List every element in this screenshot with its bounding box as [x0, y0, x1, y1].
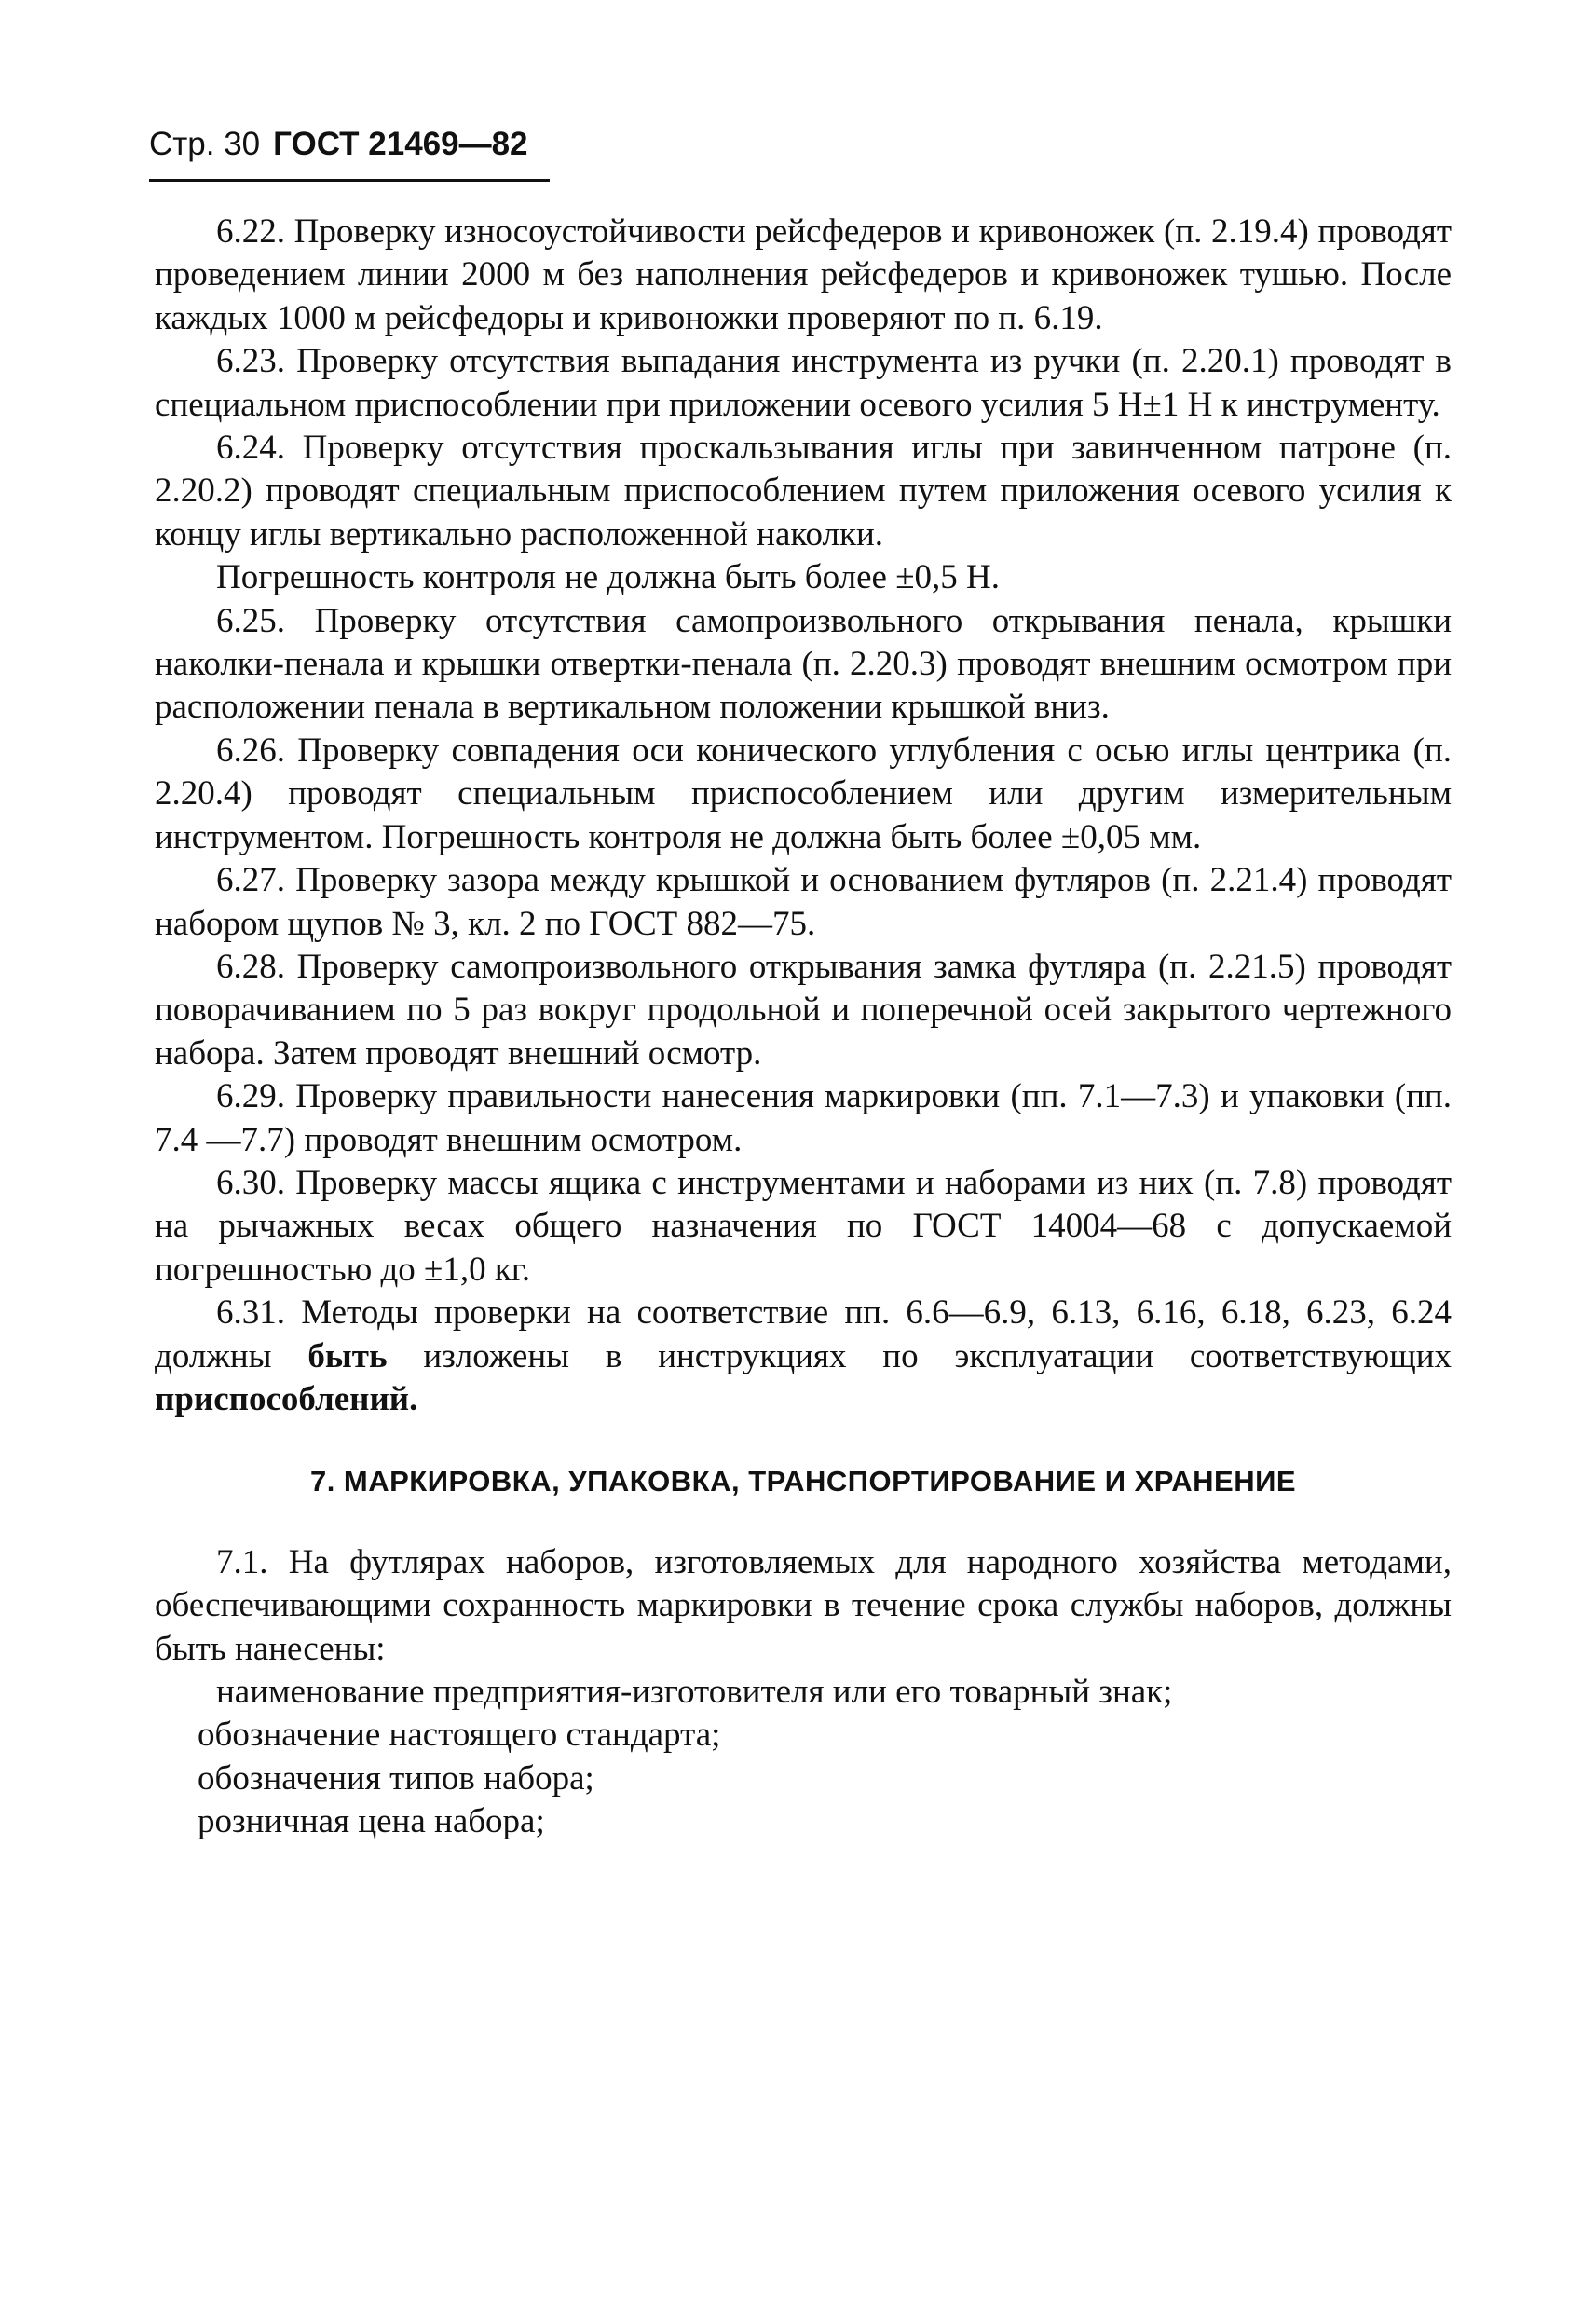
standard-designation: ГОСТ 21469—82 — [273, 126, 528, 162]
paragraph-6-31 — [155, 1292, 1452, 1421]
paragraph-6-24-tolerance: Погрешность контроля не должна быть более ±0,5 Н. — [216, 558, 1000, 597]
page-number: Стр. 30 — [149, 126, 261, 162]
paragraph-6-23: 6.23. Проверку отсутствия выпадания инструмента из ручки (п. 2.20.1) проводят в специальном приспособлении при приложении осевого усилия 5 Н±1 Н к инструменту. — [155, 342, 1452, 424]
document-body — [155, 211, 1452, 1844]
paragraph-6-25: 6.25. Проверку отсутствия самопроизвольного открывания пенала, крышки наколки-пенала и крышки отвертки-пенала (п. 2.20.3) проводят внешним осмотром при расположении пенала в вертикальном положении крышкой вниз. — [155, 601, 1452, 727]
paragraph-6-31-bold-a: быть — [307, 1336, 388, 1375]
list-item-standard: обозначение настоящего стандарта; — [198, 1716, 721, 1755]
paragraph-6-31-part-c: изложены в инструкциях по эксплуатации соответствующих — [387, 1336, 1452, 1375]
list-item-manufacturer: наименование предприятия-изготовителя или его товарный знак; — [216, 1673, 1173, 1711]
paragraph-6-30: 6.30. Проверку массы ящика с инструментами и наборами из них (п. 7.8) проводят на рычажных весах общего назначения по ГОСТ 14004—68 с допускаемой погрешностью до ±1,0 кг. — [155, 1163, 1452, 1289]
section-heading: 7. МАРКИРОВКА, УПАКОВКА, ТРАНСПОРТИРОВАНИЕ И ХРАНЕНИЕ — [309, 1465, 1297, 1498]
paragraph-6-29: 6.29. Проверку правильности нанесения маркировки (пп. 7.1—7.3) и упаковки (пп. 7.4 —7.7) проводят внешним осмотром. — [155, 1077, 1452, 1159]
paragraph-6-31-part-a: 6.31. Методы проверки на соответствие пп. 6.6—6.9, 6.13, 6.16, 6.18, 6.23, 6.24 должны — [155, 1293, 1452, 1375]
paragraph-6-22: 6.22. Проверку износоустойчивости рейсфедеров и кривоножек (п. 2.19.4) проводят проведением линии 2000 м без наполнения рейсфедеров и кривоножек тушью. После каждых 1000 м рейсфедоры и кривоножки проверяют по п. 6.19. — [155, 212, 1452, 337]
paragraph-6-27: 6.27. Проверку зазора между крышкой и основанием футляров (п. 2.21.4) проводят набором щупов № 3, кл. 2 по ГОСТ 882—75. — [155, 861, 1452, 943]
paragraph-6-31-bold-d: приспособлений. — [155, 1379, 418, 1418]
paragraph-6-26: 6.26. Проверку совпадения оси конического углубления с осью иглы центрика (п. 2.20.4) проводят специальным приспособлением или другим измерительным инструментом. Погрешность контроля не должна быть более ±0,05 мм. — [155, 731, 1452, 856]
paragraph-6-24: 6.24. Проверку отсутствия проскальзывания иглы при завинченном патроне (п. 2.20.2) проводят специальным приспособлением путем приложения осевого усилия к концу иглы вертикально расположенной наколки. — [155, 429, 1452, 554]
paragraph-7-1: 7.1. На футлярах наборов, изготовляемых для народного хозяйства методами, обеспечивающими сохранность маркировки в течение срока службы наборов, должны быть нанесены: — [155, 1542, 1452, 1668]
list-item-price: розничная цена набора; — [198, 1802, 545, 1841]
list-item-types: обозначения типов набора; — [198, 1758, 594, 1798]
header-divider — [149, 179, 550, 182]
page-header — [149, 126, 528, 163]
paragraph-6-28: 6.28. Проверку самопроизвольного открывания замка футляра (п. 2.21.5) проводят поворачиванием по 5 раз вокруг продольной и поперечной осей закрытого чертежного набора. Затем проводят внешний осмотр. — [155, 947, 1452, 1073]
